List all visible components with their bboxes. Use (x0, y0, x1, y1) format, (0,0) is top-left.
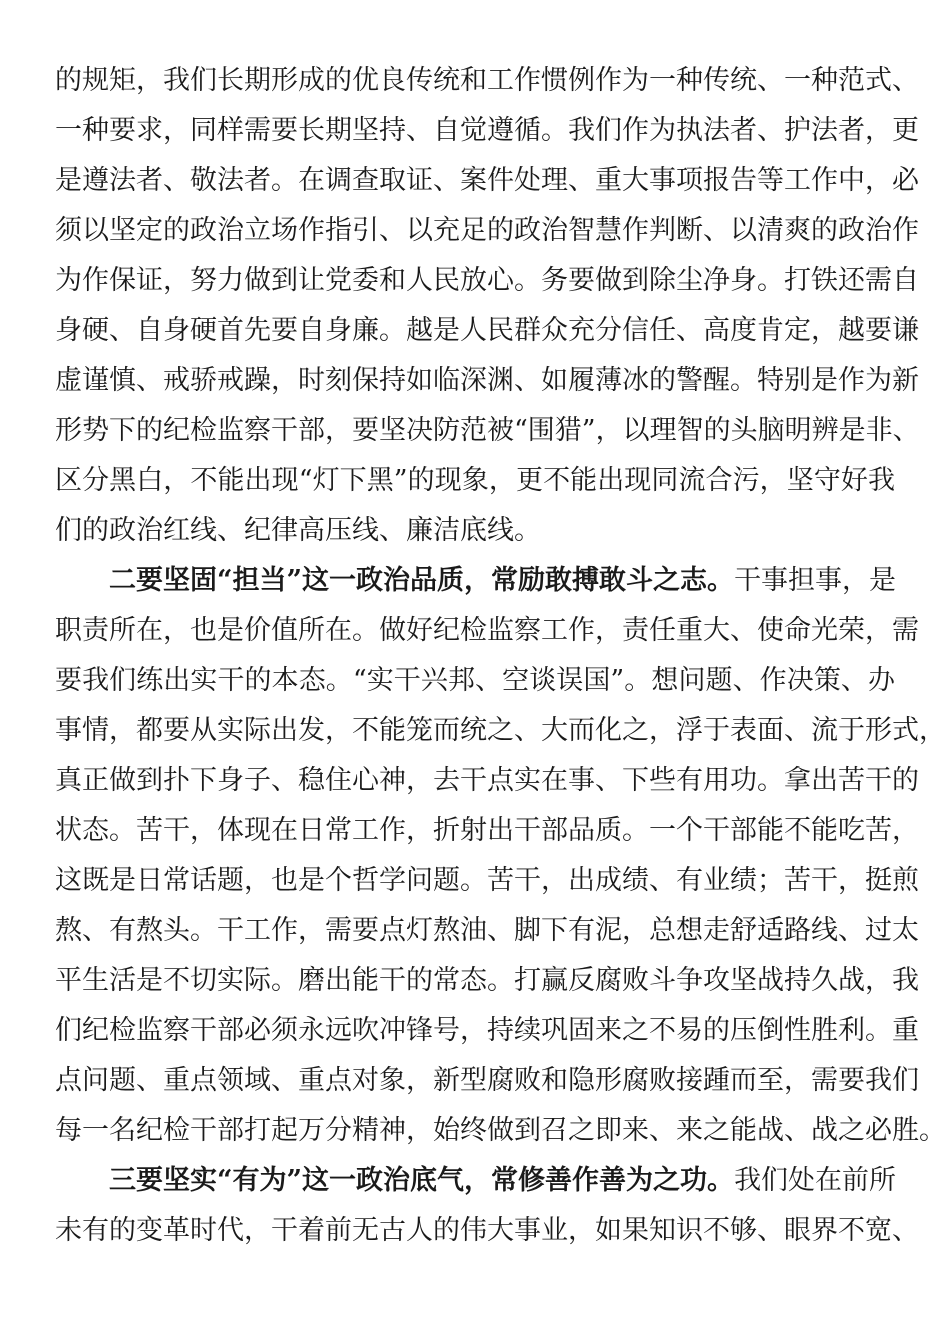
text-line: 身硬、自身硬首先要自身廉。越是人民群众充分信任、高度肯定，越要谦 (55, 315, 919, 346)
text-line: 平生活是不切实际。磨出能干的常态。打赢反腐败斗争攻坚战持久战，我 (55, 965, 919, 996)
text-line: 点问题、重点领域、重点对象，新型腐败和隐形腐败接踵而至，需要我们 (55, 1065, 919, 1096)
paragraph-2-first-line (55, 556, 895, 606)
text-line: 每一名纪检干部打起万分精神，始终做到召之即来、来之能战、战之必胜。 (55, 1115, 946, 1146)
paragraph-3-first-line-text: 我们处在前所 (734, 1165, 897, 1196)
paragraph-3-heading: 三要坚实“有为”这一政治底气，常修善作善为之功。 (109, 1165, 735, 1196)
paragraph-3-first-line (55, 1156, 895, 1206)
text-line: 职责所在，也是价值所在。做好纪检监察工作，责任重大、使命光荣，需 (55, 615, 919, 646)
text-line: 这既是日常话题，也是个哲学问题。苦干，出成绩、有业绩；苦干，挺煎 (55, 865, 919, 896)
text-line: 区分黑白，不能出现“灯下黑”的现象，更不能出现同流合污，坚守好我 (55, 465, 895, 496)
text-line: 要我们练出实干的本态。“实干兴邦、空谈误国”。想问题、作决策、办 (55, 665, 895, 696)
text-line: 是遵法者、敬法者。在调查取证、案件处理、重大事项报告等工作中，必 (55, 165, 919, 196)
text-line: 的规矩，我们长期形成的优良传统和工作惯例作为一种传统、一种范式、 (55, 65, 919, 96)
text-line: 熬、有熬头。干工作，需要点灯熬油、脚下有泥，总想走舒适路线、过太 (55, 915, 919, 946)
text-line: 状态。苦干，体现在日常工作，折射出干部品质。一个干部能不能吃苦， (55, 815, 919, 846)
text-line: 一种要求，同样需要长期坚持、自觉遵循。我们作为执法者、护法者，更 (55, 115, 919, 146)
text-line: 形势下的纪检监察干部，要坚决防范被“围猎”，以理智的头脑明辨是非、 (55, 415, 920, 446)
paragraph-2-heading: 二要坚固“担当”这一政治品质，常励敢搏敢斗之志。 (109, 565, 735, 596)
paragraph-2-first-line-text: 干事担事，是 (734, 565, 897, 596)
text-line: 为作保证，努力做到让党委和人民放心。务要做到除尘净身。打铁还需自 (55, 265, 919, 296)
text-line: 事情，都要从实际出发，不能笼而统之、大而化之，浮于表面、流于形式， (55, 715, 946, 746)
text-line: 未有的变革时代，干着前无古人的伟大事业，如果知识不够、眼界不宽、 (55, 1215, 919, 1246)
text-line: 虚谨慎、戒骄戒躁，时刻保持如临深渊、如履薄冰的警醒。特别是作为新 (55, 365, 919, 396)
text-line: 们纪检监察干部必须永远吹冲锋号，持续巩固来之不易的压倒性胜利。重 (55, 1015, 919, 1046)
text-line: 须以坚定的政治立场作指引、以充足的政治智慧作判断、以清爽的政治作 (55, 215, 919, 246)
document-page (55, 56, 946, 1256)
text-line: 们的政治红线、纪律高压线、廉洁底线。 (55, 515, 541, 546)
text-line: 真正做到扑下身子、稳住心神，去干点实在事、下些有用功。拿出苦干的 (55, 765, 919, 796)
